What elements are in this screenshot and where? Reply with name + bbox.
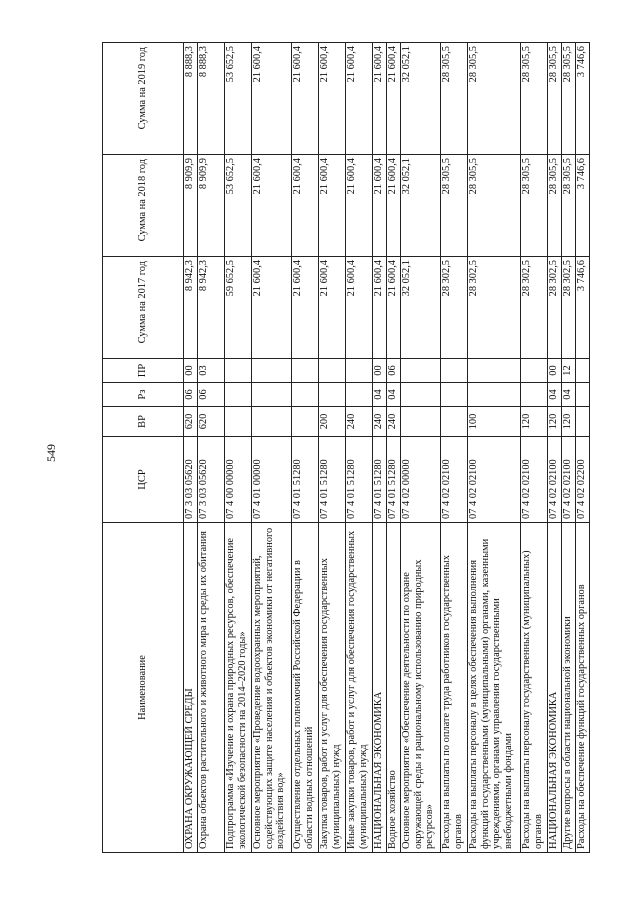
row-sum-2017: 8 942,3 (184, 257, 198, 359)
row-sum-2018: 28 305,5 (548, 155, 562, 257)
header-sum-2019: Сумма на 2019 год (103, 43, 184, 155)
row-rz: 04 (562, 383, 576, 407)
row-csr: 07 3 03 05620 (184, 437, 198, 523)
row-name: Подпрограмма «Изучение и охрана природных ресурсов, обеспечение экологической безопасности на 2014–2020 годы» (225, 523, 252, 853)
row-sum-2018: 53 652,5 (225, 155, 252, 257)
row-sum-2019: 21 600,4 (387, 43, 401, 155)
row-pr (252, 359, 292, 383)
row-sum-2019: 3 746,6 (576, 43, 590, 155)
row-pr (468, 359, 521, 383)
row-sum-2017: 28 302,5 (521, 257, 548, 359)
row-sum-2018: 28 305,5 (468, 155, 521, 257)
row-sum-2019: 8 888,3 (198, 43, 225, 155)
row-name: Иные закупки товаров, работ и услуг для обеспечения государственных (муниципальных) нужд (346, 523, 373, 853)
row-pr (346, 359, 373, 383)
budget-table (102, 42, 590, 853)
row-csr: 07 4 01 00000 (252, 437, 292, 523)
table-row (441, 43, 468, 853)
row-vr: 620 (184, 407, 198, 437)
row-rz: 06 (198, 383, 225, 407)
row-sum-2017: 21 600,4 (373, 257, 387, 359)
header-pr: ПР (103, 359, 184, 383)
row-vr: 120 (521, 407, 548, 437)
row-vr (225, 407, 252, 437)
row-name: Основное мероприятие «Обеспечение деятельности по охране окружающей среды и рациональному использованию природных ресурсов» (401, 523, 441, 853)
row-sum-2019: 28 305,5 (548, 43, 562, 155)
row-vr: 200 (319, 407, 346, 437)
row-sum-2019: 21 600,4 (252, 43, 292, 155)
row-sum-2018: 21 600,4 (252, 155, 292, 257)
row-sum-2018: 32 052,1 (401, 155, 441, 257)
row-vr: 620 (198, 407, 225, 437)
row-rz (319, 383, 346, 407)
row-sum-2018: 28 305,5 (562, 155, 576, 257)
row-sum-2019: 28 305,5 (441, 43, 468, 155)
table-row (292, 43, 319, 853)
row-rz (252, 383, 292, 407)
row-sum-2017: 8 942,3 (198, 257, 225, 359)
row-csr: 07 3 03 05620 (198, 437, 225, 523)
row-sum-2017: 32 052,1 (401, 257, 441, 359)
row-name: НАЦИОНАЛЬНАЯ ЭКОНОМИКА (548, 523, 562, 853)
header-sum-2017: Сумма на 2017 год (103, 257, 184, 359)
page-number: 549 (43, 444, 58, 462)
row-rz (346, 383, 373, 407)
row-rz: 04 (373, 383, 387, 407)
row-pr (401, 359, 441, 383)
row-pr: 00 (373, 359, 387, 383)
row-vr: 240 (373, 407, 387, 437)
row-pr (319, 359, 346, 383)
row-rz (468, 383, 521, 407)
header-vr: ВР (103, 407, 184, 437)
row-rz (521, 383, 548, 407)
row-name: Основное мероприятие «Проведение водоохранных мероприятий, содействующих защите населения и объектов экономики от негативного воздействия вод» (252, 523, 292, 853)
row-name: ОХРАНА ОКРУЖАЮЩЕЙ СРЕДЫ (184, 523, 198, 853)
row-rz: 04 (387, 383, 401, 407)
row-rz: 06 (184, 383, 198, 407)
header-name: Наименование (103, 523, 184, 853)
row-sum-2019: 28 305,5 (521, 43, 548, 155)
row-name: Водное хозяйство (387, 523, 401, 853)
row-name: Расходы на выплаты по оплате труда работников государственных органов (441, 523, 468, 853)
row-name: НАЦИОНАЛЬНАЯ ЭКОНОМИКА (373, 523, 387, 853)
row-sum-2017: 21 600,4 (387, 257, 401, 359)
row-sum-2019: 21 600,4 (346, 43, 373, 155)
table-row (346, 43, 373, 853)
table-row (576, 43, 590, 853)
row-sum-2018: 8 909,9 (198, 155, 225, 257)
row-csr: 07 4 02 02200 (576, 437, 590, 523)
row-csr: 07 4 01 51280 (373, 437, 387, 523)
row-rz (225, 383, 252, 407)
row-csr: 07 4 02 00000 (401, 437, 441, 523)
row-csr: 07 4 02 02100 (548, 437, 562, 523)
row-rz (401, 383, 441, 407)
row-sum-2017: 28 302,5 (562, 257, 576, 359)
row-sum-2019: 28 305,5 (562, 43, 576, 155)
table-row (198, 43, 225, 853)
row-vr (292, 407, 319, 437)
row-sum-2018: 3 746,6 (576, 155, 590, 257)
row-pr: 06 (387, 359, 401, 383)
row-sum-2018: 21 600,4 (319, 155, 346, 257)
row-vr (576, 407, 590, 437)
row-sum-2017: 3 746,6 (576, 257, 590, 359)
row-csr: 07 4 02 02100 (468, 437, 521, 523)
row-vr: 120 (562, 407, 576, 437)
row-rz (292, 383, 319, 407)
row-sum-2019: 21 600,4 (373, 43, 387, 155)
row-name: Охрана объектов растительного и животного мира и среды их обитания (198, 523, 225, 853)
table-body (184, 43, 590, 853)
row-csr: 07 4 02 02100 (562, 437, 576, 523)
row-sum-2019: 21 600,4 (292, 43, 319, 155)
table-row (225, 43, 252, 853)
row-vr: 240 (387, 407, 401, 437)
row-csr: 07 4 02 02100 (441, 437, 468, 523)
row-csr: 07 4 02 02100 (521, 437, 548, 523)
table-row (548, 43, 562, 853)
row-sum-2017: 28 302,5 (468, 257, 521, 359)
table-header-row (103, 43, 184, 853)
table-row (319, 43, 346, 853)
table-row (184, 43, 198, 853)
row-name: Закупка товаров, работ и услуг для обеспечения государственных (муниципальных) нужд (319, 523, 346, 853)
row-pr: 00 (184, 359, 198, 383)
row-vr (441, 407, 468, 437)
row-sum-2019: 21 600,4 (319, 43, 346, 155)
row-pr: 12 (562, 359, 576, 383)
row-name: Другие вопросы в области национальной экономики (562, 523, 576, 853)
table-row (373, 43, 387, 853)
row-sum-2018: 8 909,9 (184, 155, 198, 257)
row-name: Расходы на выплаты персоналу государственных (муниципальных) органов (521, 523, 548, 853)
row-sum-2018: 28 305,5 (441, 155, 468, 257)
row-sum-2017: 28 302,5 (548, 257, 562, 359)
row-rz (576, 383, 590, 407)
table-row (562, 43, 576, 853)
row-sum-2017: 21 600,4 (346, 257, 373, 359)
row-sum-2018: 28 305,5 (521, 155, 548, 257)
row-sum-2017: 21 600,4 (319, 257, 346, 359)
row-name: Расходы на выплаты персоналу в целях обеспечения выполнения функций государственными (муниципальными) органами, казенными учреждениями, органами управления государственными внебюджетными фондами (468, 523, 521, 853)
row-sum-2018: 21 600,4 (387, 155, 401, 257)
row-sum-2019: 53 652,5 (225, 43, 252, 155)
row-name: Осуществление отдельных полномочий Российской Федерации в области водных отношений (292, 523, 319, 853)
header-csr: ЦСР (103, 437, 184, 523)
row-csr: 07 4 01 51280 (346, 437, 373, 523)
row-pr (441, 359, 468, 383)
row-csr: 07 4 01 51280 (292, 437, 319, 523)
row-sum-2019: 8 888,3 (184, 43, 198, 155)
row-sum-2017: 21 600,4 (292, 257, 319, 359)
row-pr: 03 (198, 359, 225, 383)
row-csr: 07 4 01 51280 (319, 437, 346, 523)
row-sum-2018: 21 600,4 (346, 155, 373, 257)
table-row (468, 43, 521, 853)
table-row (252, 43, 292, 853)
row-sum-2019: 28 305,5 (468, 43, 521, 155)
row-sum-2017: 59 652,5 (225, 257, 252, 359)
row-csr: 07 4 01 51280 (387, 437, 401, 523)
row-pr (576, 359, 590, 383)
table-row (401, 43, 441, 853)
row-vr (252, 407, 292, 437)
row-rz: 04 (548, 383, 562, 407)
row-pr (521, 359, 548, 383)
row-pr (225, 359, 252, 383)
row-rz (441, 383, 468, 407)
row-sum-2017: 21 600,4 (252, 257, 292, 359)
row-sum-2018: 21 600,4 (373, 155, 387, 257)
row-sum-2017: 28 302,5 (441, 257, 468, 359)
header-sum-2018: Сумма на 2018 год (103, 155, 184, 257)
table-row (521, 43, 548, 853)
row-vr: 120 (548, 407, 562, 437)
row-vr (401, 407, 441, 437)
row-pr: 00 (548, 359, 562, 383)
row-csr: 07 4 00 00000 (225, 437, 252, 523)
row-vr: 100 (468, 407, 521, 437)
row-pr (292, 359, 319, 383)
row-vr: 240 (346, 407, 373, 437)
row-sum-2018: 21 600,4 (292, 155, 319, 257)
row-name: Расходы на обеспечение функций государственных органов (576, 523, 590, 853)
table-row (387, 43, 401, 853)
row-sum-2019: 32 052,1 (401, 43, 441, 155)
header-rz: Рз (103, 383, 184, 407)
budget-table-rotated (102, 43, 587, 853)
